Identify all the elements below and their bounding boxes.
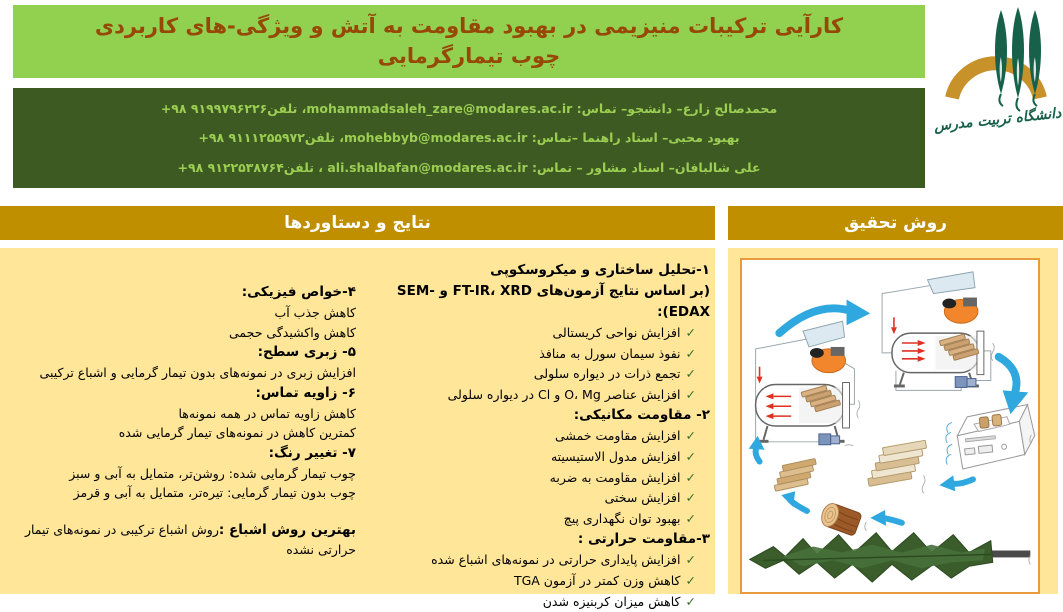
list-item-text: افزایش نواحی کریستالی xyxy=(552,325,681,340)
list-item-text: کاهش وزن کمتر در آزمون TGA xyxy=(513,572,681,588)
list-item xyxy=(366,385,710,406)
result-line: کاهش زاویه تماس در همه نمونه‌ها xyxy=(178,405,356,421)
best-method-label: بهترین روش اشباع : xyxy=(218,521,356,538)
result-line: کاهش واکشیدگی حجمی xyxy=(229,324,356,340)
checkmark-icon: ✓ xyxy=(685,325,696,340)
list-item xyxy=(366,592,710,612)
method-section-bar xyxy=(728,206,1063,240)
log xyxy=(819,501,862,536)
checkmark-icon: ✓ xyxy=(685,366,696,382)
checkmark-icon: ✓ xyxy=(685,469,696,485)
section-1-subheading: (بر اساس نتایج آزمون‌های FT-IR، XRD و SEM-EDAX): xyxy=(396,283,710,320)
treated-wood-stack xyxy=(863,440,931,486)
section-1-heading: ۱-تحلیل ساختاری و میکروسکوپی xyxy=(490,262,710,278)
list-item xyxy=(366,364,710,385)
poster-title-line2: چوب تیمارگرمایی xyxy=(377,44,561,68)
poster-title-line1: کارآیی ترکیبات منیزیمی در بهبود مقاومت به آتش و ویژگی-های کاربردی xyxy=(94,13,844,38)
list-item-text: افزایش عناصر O، Mg و Cl در دیواره سلولی xyxy=(447,386,681,402)
checkmark-icon: ✓ xyxy=(685,510,696,526)
list-item xyxy=(366,447,710,468)
pump-unit-1 xyxy=(819,434,840,445)
list-item xyxy=(366,488,710,509)
list-item-text: نفوذ سیمان سورل به منافذ xyxy=(539,345,681,361)
result-line: افزایش زبری در نمونه‌های بدون تیمار گرمایی و اشباع ترکیبی xyxy=(39,365,356,380)
checkmark-icon: ✓ xyxy=(685,386,696,402)
method-section-title: روش تحقیق xyxy=(844,213,947,233)
list-item xyxy=(366,323,710,344)
list-item xyxy=(366,344,710,365)
results-section-bar xyxy=(0,206,715,240)
method-diagram xyxy=(742,260,1038,592)
list-item xyxy=(366,571,710,592)
section-7-heading: ۷- تغییر رنگ: xyxy=(268,444,356,461)
title-banner xyxy=(13,5,925,78)
pine-tree xyxy=(750,533,1031,582)
tree-trunk xyxy=(987,551,1030,558)
checkmark-icon: ✓ xyxy=(685,448,696,464)
best-method-note xyxy=(10,520,356,560)
section-6-heading: ۶- زاویه تماس: xyxy=(255,384,356,401)
checkmark-icon: ✓ xyxy=(685,572,696,588)
section-3-heading: ۳-مقاومت حرارتی : xyxy=(577,531,710,548)
checkmark-icon: ✓ xyxy=(685,490,696,506)
list-item-text: کاهش میزان کربنیزه شدن xyxy=(542,593,681,609)
university-logo-graphic xyxy=(933,2,1062,152)
results-column-structural-mechanical-thermal xyxy=(362,260,710,612)
section-5-heading: ۵- زبری سطح: xyxy=(257,344,356,360)
checkmark-icon: ✓ xyxy=(685,428,696,444)
pump-unit-2 xyxy=(955,377,976,388)
list-item xyxy=(366,550,710,571)
logo-cypress-trees xyxy=(995,7,1041,111)
list-item xyxy=(366,468,710,489)
impregnation-unit-2 xyxy=(891,272,984,388)
raw-wood-stack xyxy=(771,459,820,492)
checkmark-icon: ✓ xyxy=(685,345,696,361)
list-item-text: افزایش مدول الاستیسیته xyxy=(550,448,681,464)
list-item-text: افزایش مقاومت به ضربه xyxy=(549,469,681,485)
result-line: کمترین کاهش در نمونه‌های تیمار گرمایی شده xyxy=(118,425,356,440)
author-line-advisor: علی شالبافان– استاد مشاور – تماس: ali.shalbafan@modares.ac.ir ، تلفن۹۱۲۲۵۳۸۷۶۴ ۹۸+ xyxy=(177,159,761,175)
best-method-text: روش اشباع ترکیبی در نمونه‌های تیمار حرارتی نشده xyxy=(24,521,356,557)
result-line: چوب تیمار گرمایی شده: روشن‌تر، متمایل به آبی و سبز xyxy=(69,465,356,481)
result-line: چوب بدون تیمار گرمایی: تیره‌تر، متمایل به آبی و قرمز xyxy=(73,485,356,500)
university-logo xyxy=(933,2,1062,152)
author-line-supervisor: بهبود محبی– استاد راهنما –تماس: mohebbyb@modares.ac.ir، تلفن۹۱۱۱۲۵۵۹۷۲ ۹۸+ xyxy=(198,130,740,146)
list-item xyxy=(366,509,710,530)
logo-university-name: دانشگاه تربیت مدرس xyxy=(933,105,1062,135)
results-column-physical-surface-color xyxy=(4,282,356,560)
method-diagram-box xyxy=(740,258,1040,594)
list-item-text: بهبود توان نگهداری پیچ xyxy=(563,510,681,526)
author-line-student: محمدصالح زارع– دانشجو– تماس: mohammadsaleh_zare@modares.ac.ir، تلفن۹۱۹۹۷۹۶۲۲۶ ۹۸+ xyxy=(160,101,778,117)
list-item-text: تجمع ذرات در دیواره سلولی xyxy=(533,366,681,382)
authors-band xyxy=(13,88,925,188)
results-section-title: نتایج و دستاوردها xyxy=(284,213,431,233)
checkmark-icon: ✓ xyxy=(685,552,696,568)
checkmark-icon: ✓ xyxy=(685,593,696,609)
result-line: کاهش جذب آب xyxy=(274,305,356,320)
heat-treatment-oven xyxy=(941,404,1037,470)
list-item-text: افزایش سختی xyxy=(604,490,681,506)
list-item-text: افزایش مقاومت خمشی xyxy=(554,428,681,444)
list-item-text: افزایش پایداری حرارتی در نمونه‌های اشباع شده xyxy=(431,552,681,568)
section-2-heading: ۲- مقاومت مکانیکی: xyxy=(573,407,710,424)
section-4-heading: ۴-خواص فیزیکی: xyxy=(241,284,356,300)
list-item xyxy=(366,426,710,447)
